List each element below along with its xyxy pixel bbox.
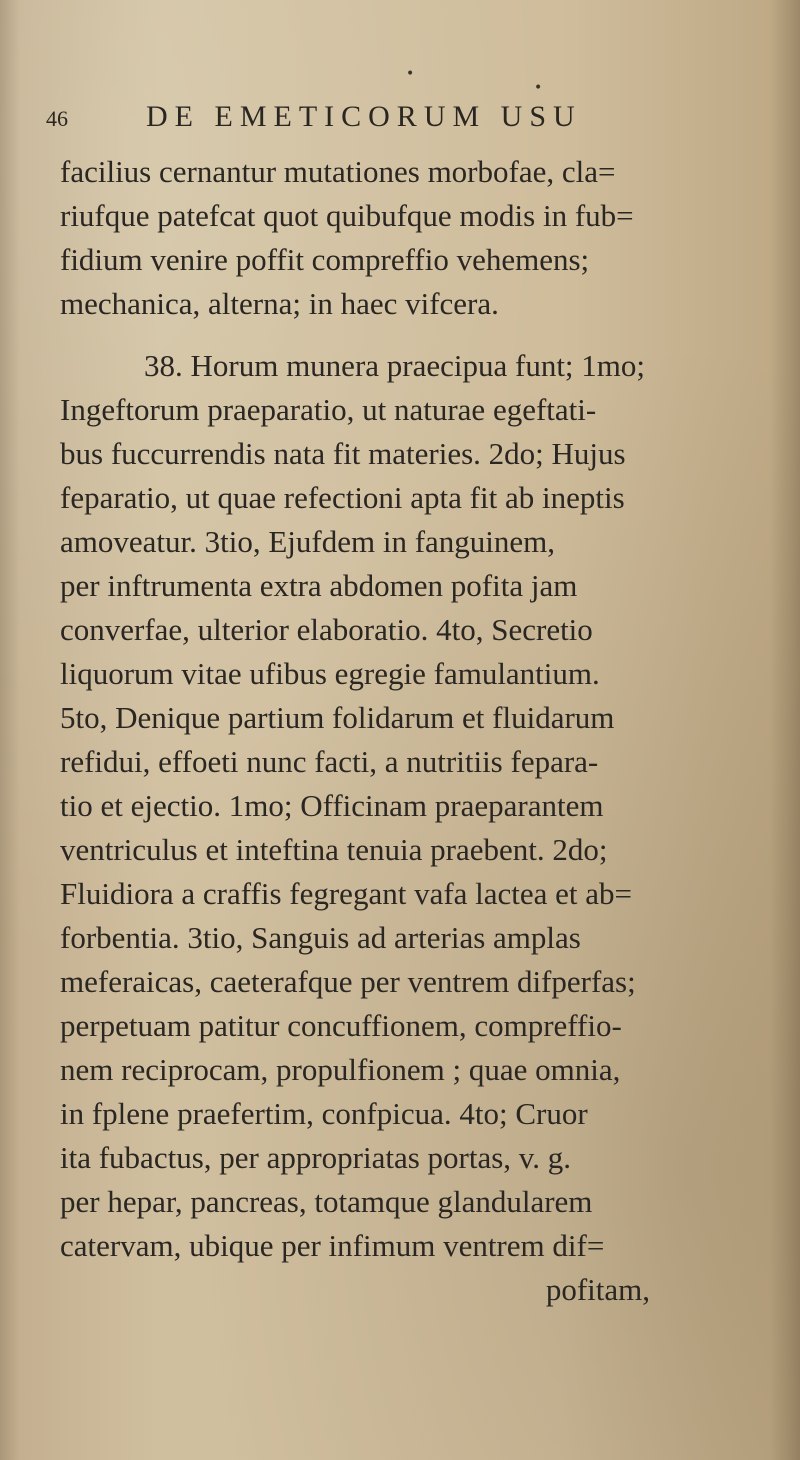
paragraph-start-line: 38. Horum munera praecipua funt; 1mo;: [144, 348, 646, 383]
text-line: tio et ejectio. 1mo; Officinam praeparantem: [60, 788, 604, 823]
ink-speck: •: [534, 80, 543, 96]
text-line: per hepar, pancreas, totamque glandularem: [60, 1184, 593, 1219]
text-line: bus fuccurrendis nata fit materies. 2do; Hujus: [60, 436, 626, 471]
text-line: fidium venire poffit compreffio vehemens;: [60, 242, 590, 277]
body-text: [60, 150, 760, 1312]
text-line: Ingeftorum praeparatio, ut naturae egeftati-: [60, 392, 597, 427]
text-line: nem reciprocam, propulfionem ; quae omnia,: [60, 1052, 621, 1087]
text-line: ventriculus et inteftina tenuia praebent. 2do;: [60, 832, 608, 867]
text-line: 5to, Denique partium folidarum et fluidarum: [60, 700, 615, 735]
ink-speck: •: [406, 66, 415, 82]
text-line: meferaicas, caeterafque per ventrem difperfas;: [60, 964, 636, 999]
text-line: refidui, effoeti nunc facti, a nutritiis fepara-: [60, 744, 599, 779]
paragraph-gap: [60, 326, 760, 344]
catchword-line: pofitam,: [545, 1272, 650, 1307]
text-line: amoveatur. 3tio, Ejufdem in fanguinem,: [60, 524, 556, 559]
text-line: ita fubactus, per appropriatas portas, v. g.: [60, 1140, 572, 1175]
text-line: in fplene praefertim, confpicua. 4to; Cruor: [60, 1096, 588, 1131]
text-line: mechanica, alterna; in haec vifcera.: [60, 286, 499, 321]
text-line: forbentia. 3tio, Sanguis ad arterias amplas: [60, 920, 581, 955]
text-line: liquorum vitae ufibus egregie famulantium.: [60, 656, 600, 691]
binding-shadow: [0, 0, 20, 1460]
running-title: DE EMETICORUM USU: [146, 100, 582, 133]
page-edge-shadow: [770, 0, 800, 1460]
running-head: [46, 100, 766, 140]
text-line: Fluidiora a craffis fegregant vafa lactea et ab=: [60, 876, 633, 911]
text-line: per inftrumenta extra abdomen pofita jam: [60, 568, 578, 603]
text-line: perpetuam patitur concuffionem, compreffio-: [60, 1008, 622, 1043]
text-line: catervam, ubique per infimum ventrem dif=: [60, 1228, 605, 1263]
text-line: riufque patefcat quot quibufque modis in fub=: [60, 198, 634, 233]
text-line: feparatio, ut quae refectioni apta fit ab ineptis: [60, 480, 625, 515]
text-line: facilius cernantur mutationes morbofae, cla=: [60, 154, 616, 189]
page-number: 46: [46, 106, 68, 131]
text-line: converfae, ulterior elaboratio. 4to, Secretio: [60, 612, 593, 647]
